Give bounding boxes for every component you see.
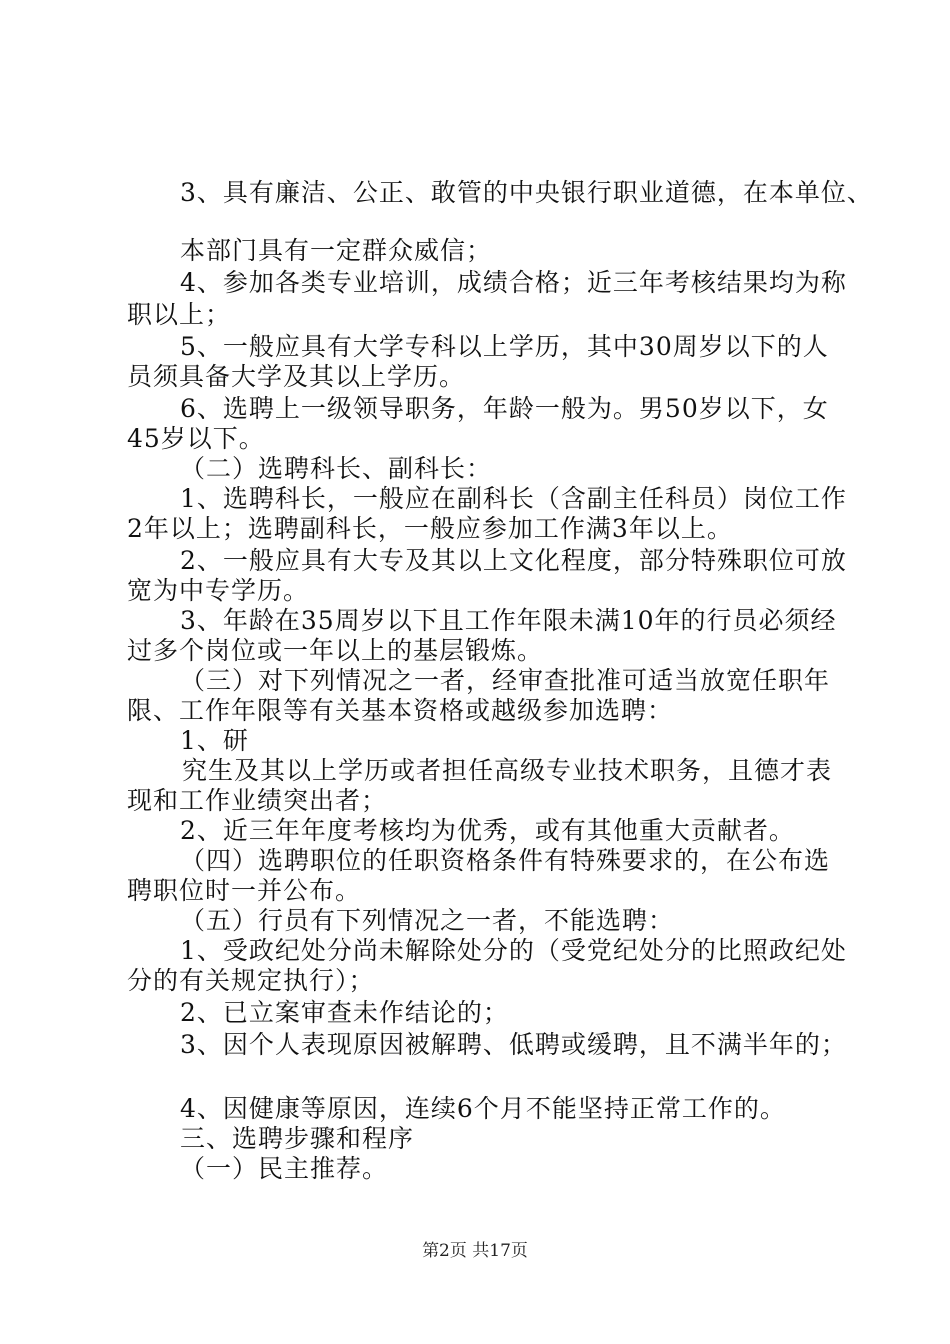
section-heading: 三、选聘步骤和程序	[180, 1124, 415, 1153]
section-heading: （一）民主推荐。	[180, 1154, 389, 1183]
text-line: 2年以上；选聘副科长，一般应参加工作满3年以上。	[127, 514, 733, 543]
text-line: 员须具备大学及其以上学历。	[127, 362, 466, 391]
text-line: 3、具有廉洁、公正、敢管的中央银行职业道德，在本单位、	[180, 178, 873, 207]
text-line: 现和工作业绩突出者；	[127, 786, 388, 815]
text-line: 宽为中专学历。	[127, 576, 310, 605]
text-line: 3、年龄在35周岁以下且工作年限未满10年的行员必须经	[180, 606, 837, 635]
text-line: 5、一般应具有大学专科以上学历，其中30周岁以下的人	[180, 332, 829, 361]
text-line: 本部门具有一定群众威信；	[180, 236, 493, 265]
section-heading: （三）对下列情况之一者，经审查批准可适当放宽任职年	[180, 666, 831, 695]
text-line: 4、因健康等原因，连续6个月不能坚持正常工作的。	[180, 1094, 786, 1123]
text-line: 分的有关规定执行）；	[127, 966, 375, 995]
page-number-footer: 第2页 共17页	[422, 1241, 528, 1261]
text-line: 45岁以下。	[127, 424, 265, 453]
section-heading: （四）选聘职位的任职资格条件有特殊要求的，在公布选	[180, 846, 831, 875]
text-line: 2、已立案审查未作结论的；	[180, 998, 509, 1027]
text-line: 4、参加各类专业培训，成绩合格；近三年考核结果均为称	[180, 268, 847, 297]
text-line: 2、近三年年度考核均为优秀，或有其他重大贡献者。	[180, 816, 795, 845]
text-line: 3、因个人表现原因被解聘、低聘或缓聘，且不满半年的；	[180, 1030, 847, 1059]
text-line: 1、研	[180, 726, 249, 755]
text-line: 1、选聘科长，一般应在副科长（含副主任科员）岗位工作	[180, 484, 847, 513]
text-line: 聘职位时一并公布。	[127, 876, 362, 905]
text-line: 1、受政纪处分尚未解除处分的（受党纪处分的比照政纪处	[180, 936, 847, 965]
text-line: 过多个岗位或一年以上的基层锻炼。	[127, 636, 544, 665]
text-line: 职以上；	[127, 300, 232, 329]
text-line: 6、选聘上一级领导职务，年龄一般为。男50岁以下，女	[180, 394, 829, 423]
text-line: 限、工作年限等有关基本资格或越级参加选聘：	[127, 696, 674, 725]
text-line: 2、一般应具有大专及其以上文化程度，部分特殊职位可放	[180, 546, 847, 575]
text-line: 究生及其以上学历或者担任高级专业技术职务，且德才表	[182, 756, 833, 785]
section-heading: （五）行员有下列情况之一者，不能选聘：	[180, 906, 675, 935]
section-heading: （二）选聘科长、副科长：	[180, 454, 493, 483]
